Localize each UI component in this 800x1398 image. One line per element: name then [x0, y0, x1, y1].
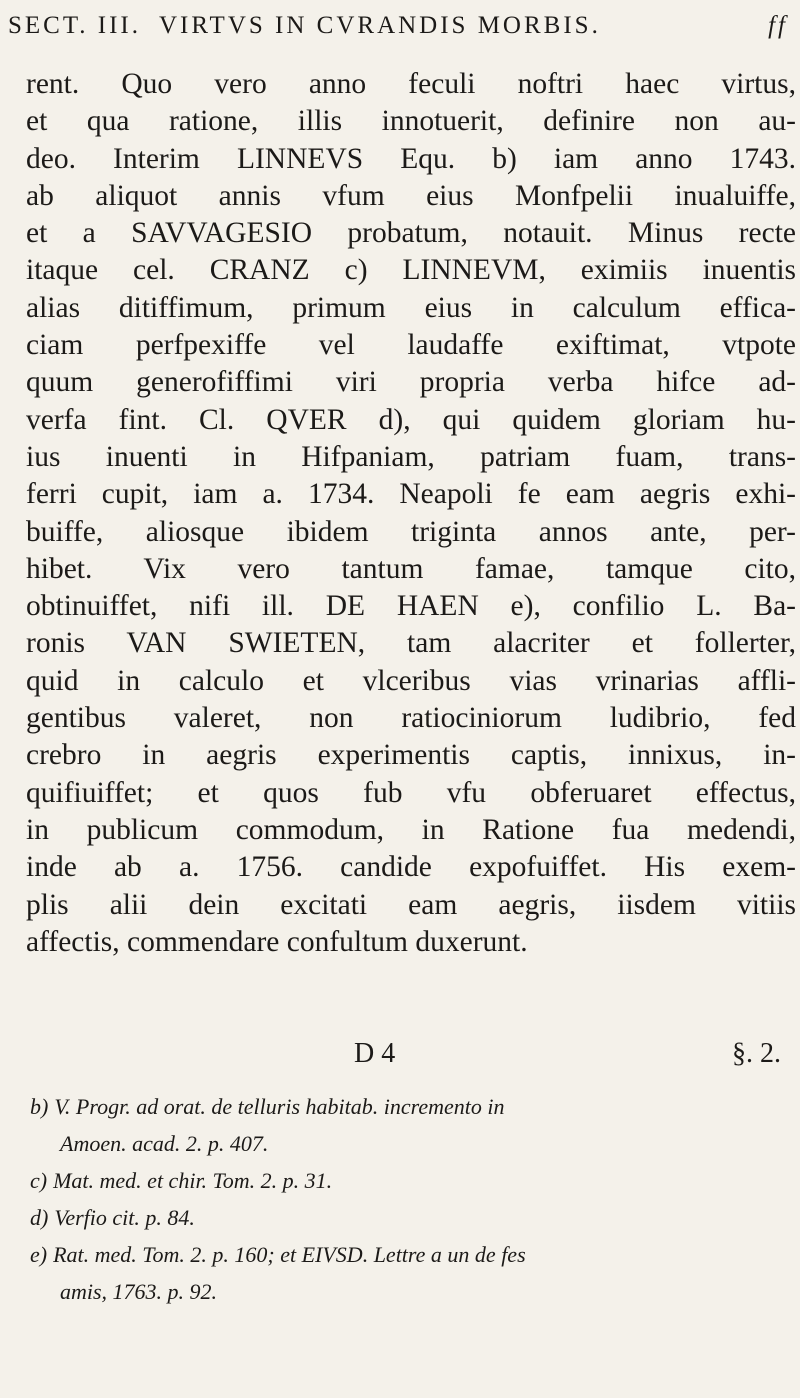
text-line: crebro in aegris experimentis captis, innixus, in- [26, 739, 796, 772]
catchword: §. 2. [732, 1038, 781, 1069]
text-line: inde ab a. 1756. candide expofuiffet. His exem- [26, 851, 796, 884]
text-line: verfa fint. Cl. QVER d), qui quidem gloriam hu- [26, 403, 796, 436]
body-text [26, 66, 796, 961]
page-number: ff [768, 12, 788, 39]
text-line: quum generofiffimi viri propria verba hifce ad- [26, 366, 796, 399]
text-line: deo. Interim LINNEVS Equ. b) iam anno 1743. [26, 142, 796, 175]
text-line: rent. Quo vero anno feculi noftri haec virtus, [26, 68, 796, 100]
text-line: ius inuenti in Hifpaniam, patriam fuam, trans- [26, 440, 796, 473]
text-line: itaque cel. CRANZ c) LINNEVM, eximiis inuentis [26, 254, 796, 287]
text-line: et a SAVVAGESIO probatum, notauit. Minus recte [26, 217, 796, 250]
signature-line [26, 1038, 796, 1072]
footnotes [30, 1088, 800, 1310]
text-line: buiffe, aliosque ibidem triginta annos ante, per- [26, 515, 796, 548]
text-line: et qua ratione, illis innotuerit, definire non au- [26, 105, 796, 138]
footnote-continuation: Amoen. acad. 2. p. 407. [60, 1131, 269, 1156]
text-line: in publicum commodum, in Ratione fua medendi, [26, 813, 796, 846]
footnote [30, 1236, 800, 1310]
text-line: hibet. Vix vero tantum famae, tamque cito, [26, 552, 796, 585]
footnote-text: Mat. med. et chir. Tom. 2. p. 31. [53, 1168, 333, 1193]
text-line: quifiuiffet; et quos fub vfu obferuaret effectus, [26, 776, 796, 809]
text-line: alias ditiffimum, primum eius in calculum effica- [26, 291, 796, 324]
text-line: obtinuiffet, nifi ill. DE HAEN e), confilio L. Ba- [26, 590, 796, 623]
text-line: ferri cupit, iam a. 1734. Neapoli fe eam aegris exhi- [26, 478, 796, 511]
footnote-label: c) [30, 1168, 48, 1193]
running-title: VIRTVS IN CVRANDIS MORBIS. [159, 12, 601, 39]
signature-mark: D 4 [354, 1038, 396, 1069]
footnote-label: d) [30, 1205, 49, 1230]
footnote-text: Rat. med. Tom. 2. p. 160; et EIVSD. Lettre a un de fes [53, 1242, 526, 1267]
text-line: ab aliquot annis vfum eius Monfpelii inualuiffe, [26, 179, 796, 212]
section-number: SECT. III. [8, 12, 141, 39]
text-line: quid in calculo et vlceribus vias vrinarias affli- [26, 664, 796, 697]
text-line: gentibus valeret, non ratiociniorum ludibrio, fed [26, 702, 796, 735]
footnote-label: b) [30, 1094, 49, 1119]
footnote-continuation: amis, 1763. p. 92. [60, 1279, 218, 1304]
footnote-text: Verfio cit. p. 84. [54, 1205, 195, 1230]
footnote [30, 1162, 800, 1199]
text-line: affectis, commendare confultum duxerunt. [26, 925, 528, 958]
text-line: ronis VAN SWIETEN, tam alacriter et follerter, [26, 627, 796, 660]
footnote-text: V. Progr. ad orat. de telluris habitab. incremento in [54, 1094, 505, 1119]
footnote [30, 1199, 800, 1236]
text-line: plis alii dein excitati eam aegris, iisdem vitiis [26, 888, 796, 921]
footnote [30, 1088, 800, 1162]
footnote-label: e) [30, 1242, 48, 1267]
running-head [8, 12, 788, 58]
text-line: ciam perfpexiffe vel laudaffe exiftimat, vtpote [26, 329, 796, 362]
